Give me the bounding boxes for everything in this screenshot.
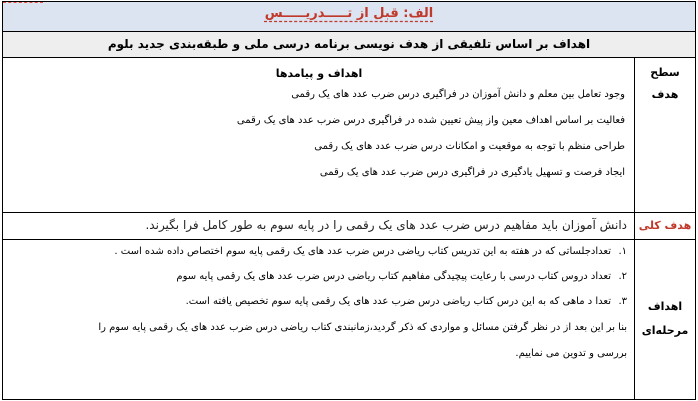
- goal-item: ایجاد فرصت و تسهیل یادگیری در فراگیری درس ضرب عدد های یک رقمی: [319, 167, 625, 178]
- stage-goal-number: ۱.: [618, 246, 627, 257]
- stage-goals-label-line1: اهداف: [647, 300, 683, 313]
- general-goal-text: دانش آموزان باید مفاهیم درس ضرب عدد های یک رقمی را در پایه سوم به طور کامل فرا بگیرند.: [145, 218, 627, 232]
- goal-item: وجود تعامل بین معلم و دانش آموزان در فراگیری درس ضرب عدد های یک رقمی: [291, 89, 625, 100]
- stage-goal-item: تعداد دروس کتاب درسی با رعایت پیچیدگی مفاهیم کتاب ریاضی درس ضرب عدد های یک رقمی پایه سوم: [176, 271, 611, 282]
- stage-goals-note-line2: بررسی و تدوین می نماییم.: [515, 348, 627, 359]
- decorative-dash: [3, 2, 43, 4]
- stage-goals-label-cell: [634, 240, 695, 399]
- stage-goal-item: تعدادجلساتی که در هفته به این تدریس کتاب ریاضی درس ضرب عدد های یک رقمی پایه سوم اختصاص داده شده است .: [114, 246, 611, 257]
- stage-goals-row: [2, 240, 696, 400]
- goals-content-cell: [3, 58, 635, 212]
- general-goal-row: [2, 213, 696, 240]
- goal-level-row: [2, 58, 696, 213]
- goal-item: فعالیت بر اساس اهداف معین واز پیش تعیین شده در فراگیری درس ضرب عدد های یک رقمی: [236, 115, 625, 126]
- general-goal-content-cell: [3, 213, 635, 239]
- section-title: الف: قبل از تـــــدریـــــس: [264, 6, 434, 21]
- goal-level-label-line1: سطح: [650, 66, 680, 79]
- subtitle-row: [2, 32, 696, 58]
- subtitle: اهداف بر اساس تلفیقی از هدف نویسی برنامه درسی ملی و طبقه‌بندی جدید بلوم: [107, 37, 591, 51]
- lesson-plan-table: [2, 1, 696, 399]
- stage-goals-label-line2: مرحله‌ای: [641, 324, 689, 337]
- stage-goals-note-line1: بنا بر این بعد از در نظر گرفتن مسائل و مواردی که ذکر گردید،زمانبندی کتاب ریاضی درس ضرب عدد های یک رقمی پایه سوم را: [98, 322, 627, 333]
- goal-level-label-cell: [634, 58, 695, 212]
- goal-item: طراحی منظم با توجه به موقعیت و امکانات درس ضرب عدد های یک رقمی: [314, 141, 625, 152]
- goals-heading: اهداف و پیامدها: [275, 67, 363, 80]
- stage-goal-number: ۲.: [618, 271, 627, 282]
- section-title-row: [2, 1, 696, 32]
- stage-goal-item: تعدا د ماهی که به این درس کتاب ریاضی درس ضرب عدد های یک رقمی پایه سوم تخصیص یافته است.: [185, 296, 611, 307]
- stage-goal-number: ۳.: [618, 296, 627, 307]
- stage-goals-content-cell: [3, 240, 635, 399]
- general-goal-label-cell: [634, 213, 695, 239]
- general-goal-label: هدف کلی: [638, 219, 692, 232]
- goal-level-label-line2: هدف: [651, 88, 679, 101]
